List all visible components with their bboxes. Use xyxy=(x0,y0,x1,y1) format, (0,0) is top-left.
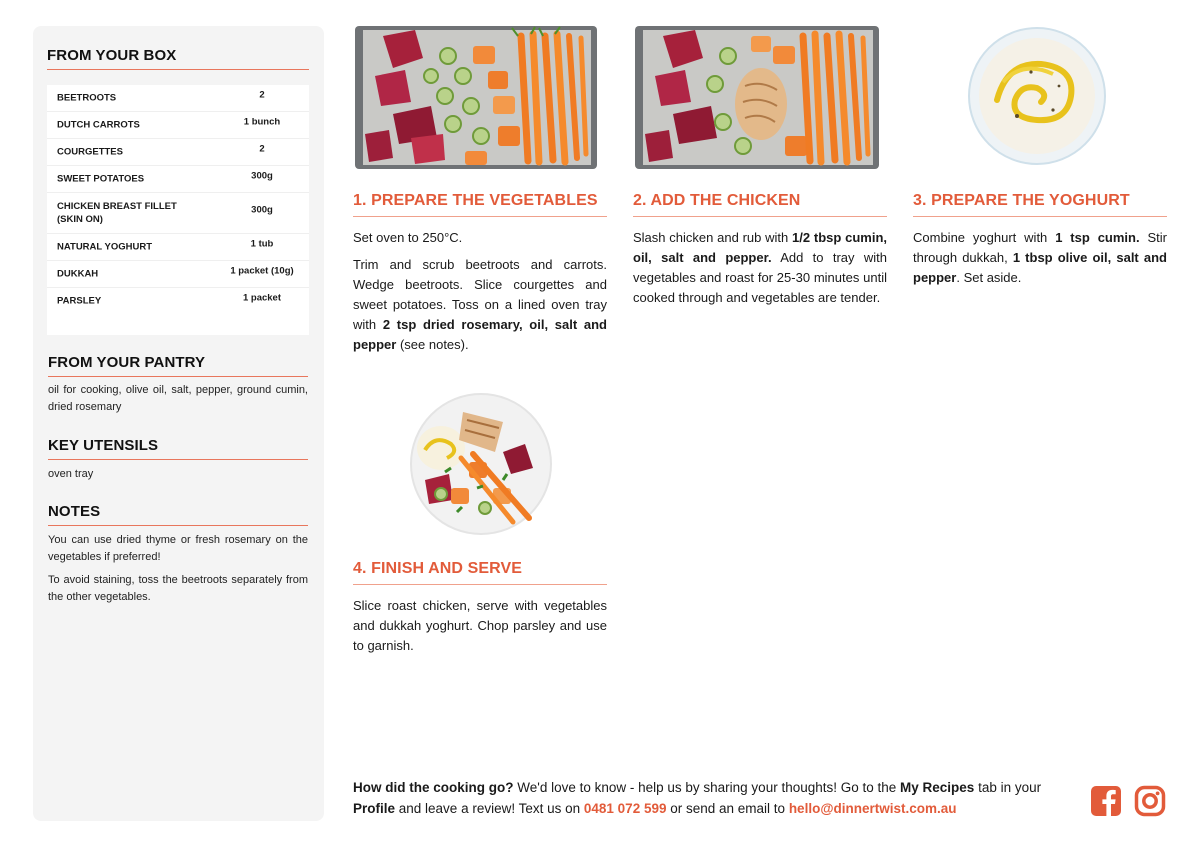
tray-with-chicken-image xyxy=(633,26,888,171)
step-4 xyxy=(353,392,608,662)
note-item: To avoid staining, toss the beetroots separately from the other vegetables. xyxy=(48,574,308,603)
feedback-text: or send an email to xyxy=(666,801,789,816)
step-2-bold: 1/2 tbsp cumin, oil, salt and pepper. xyxy=(633,230,887,265)
step-4-body xyxy=(353,596,607,663)
step-3-title: 3. PREPARE THE YOGHURT xyxy=(913,192,1167,217)
step-3-bold: 1 tsp cumin. xyxy=(1055,230,1140,245)
from-your-box-heading: FROM YOUR BOX xyxy=(47,47,309,70)
note-item: You can use dried thyme or fresh rosemary on the vegetables if preferred! xyxy=(48,534,308,563)
ingredient-row xyxy=(47,139,309,166)
step-1-text-end: (see notes). xyxy=(396,337,469,352)
step-2-text-end: Add to tray with vegetables and roast for 25-30 minutes until cooked through and vegetables are tender. xyxy=(633,250,887,305)
step-3 xyxy=(913,26,1168,306)
step-1-bold: 2 tsp dried rosemary, oil, salt and pepper xyxy=(353,317,607,352)
ingredient-qty: 1 bunch xyxy=(243,116,281,128)
ingredient-name: CHICKEN BREAST FILLET (SKIN ON) xyxy=(57,201,177,225)
step-3-text: Combine yoghurt with xyxy=(913,230,1056,245)
instagram-icon[interactable] xyxy=(1134,785,1166,817)
ingredient-name: BEETROOTS xyxy=(57,92,117,104)
pantry-text xyxy=(48,382,308,422)
notes-text xyxy=(48,532,308,612)
step-1-body xyxy=(353,228,607,362)
ingredient-row xyxy=(47,166,309,193)
ingredient-row xyxy=(47,193,309,234)
utensils-text xyxy=(48,466,308,489)
feedback-footer xyxy=(353,777,1073,819)
ingredient-name: COURGETTES xyxy=(57,146,123,158)
ingredient-row xyxy=(47,288,309,314)
ingredient-qty: 2 xyxy=(259,89,265,101)
step-2-body xyxy=(633,228,887,315)
ingredient-name: SWEET POTATOES xyxy=(57,173,145,185)
utensils-items: oven tray xyxy=(48,468,94,480)
pantry-items: oil for cooking, olive oil, salt, pepper, ground cumin, dried rosemary xyxy=(48,384,308,413)
plated-dish-image xyxy=(353,392,608,537)
ingredient-qty: 1 tub xyxy=(250,238,274,250)
ingredient-name: NATURAL YOGHURT xyxy=(57,241,152,253)
step-2 xyxy=(633,26,888,346)
step-1-title: 1. PREPARE THE VEGETABLES xyxy=(353,192,607,217)
phone-number-link[interactable]: 0481 072 599 xyxy=(583,801,667,816)
step-3-bold-2: 1 tbsp olive oil, salt and pepper xyxy=(913,250,1167,285)
ingredient-row xyxy=(47,261,309,288)
step-3-body xyxy=(913,228,1167,295)
ingredient-name: PARSLEY xyxy=(57,295,102,307)
ingredient-name: DUKKAH xyxy=(57,268,99,280)
step-2-para xyxy=(633,228,887,308)
my-recipes-link[interactable]: My Recipes xyxy=(900,780,975,795)
ingredient-qty: 2 xyxy=(259,143,265,155)
feedback-text: We'd love to know - help us by sharing your thoughts! Go to the xyxy=(513,780,901,795)
ingredient-qty: 1 packet (10g) xyxy=(230,265,294,277)
step-1-text: Trim and scrub beetroots and carrots. Wedge beetroots. Slice courgettes and sweet potatoes. Toss on a lined oven tray with xyxy=(353,257,607,332)
feedback-text: and leave a review! Text us on xyxy=(395,801,584,816)
ingredient-qty: 300g xyxy=(251,170,273,182)
notes-heading: NOTES xyxy=(48,503,308,526)
step-4-para: Slice roast chicken, serve with vegetables and dukkah yoghurt. Chop parsley and use to garnish. xyxy=(353,598,607,653)
ingredients-table xyxy=(47,85,309,335)
ingredient-qty: 300g xyxy=(251,204,273,216)
step-2-text: Slash chicken and rub with xyxy=(633,230,793,245)
step-3-text-mid: Stir through dukkah, xyxy=(913,230,1167,265)
ingredient-qty: 1 packet xyxy=(242,292,282,304)
roasting-tray-vegetables-image xyxy=(353,26,608,171)
feedback-text: tab in your xyxy=(974,780,1042,795)
step-2-title: 2. ADD THE CHICKEN xyxy=(633,192,887,217)
step-1-para-1: Set oven to 250°C. xyxy=(353,230,463,245)
ingredient-row xyxy=(47,234,309,261)
yoghurt-bowl-image xyxy=(913,26,1168,171)
step-1-para-2 xyxy=(353,255,607,355)
ingredient-row xyxy=(47,112,309,139)
key-utensils-heading: KEY UTENSILS xyxy=(48,437,308,460)
facebook-icon[interactable] xyxy=(1090,785,1122,817)
ingredients-sidebar xyxy=(33,26,324,821)
step-4-title: 4. FINISH AND SERVE xyxy=(353,560,607,585)
ingredient-name: DUTCH CARROTS xyxy=(57,119,140,131)
step-3-para xyxy=(913,228,1167,288)
feedback-question: How did the cooking go? xyxy=(353,780,514,795)
from-your-pantry-heading: FROM YOUR PANTRY xyxy=(48,354,308,377)
ingredient-row xyxy=(47,85,309,112)
step-1 xyxy=(353,26,608,366)
email-link[interactable]: hello@dinnertwist.com.au xyxy=(788,801,957,816)
profile-link[interactable]: Profile xyxy=(353,801,396,816)
step-3-text-end: . Set aside. xyxy=(956,270,1022,285)
